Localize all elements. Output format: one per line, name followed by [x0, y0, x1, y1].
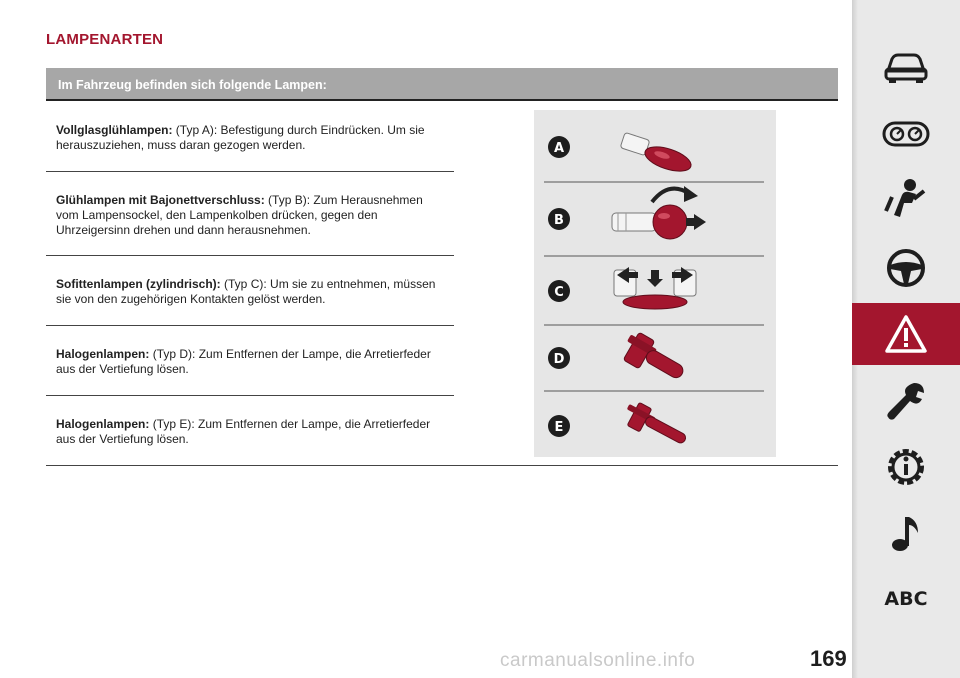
- lamp-description: (Typ B): Zum Herausnehmen vom Lampensockel, den Lampenkolben drücken, gegen den Uhrzeigersinn drehen und dann herausnehmen.: [56, 193, 423, 237]
- lamp-type-list: [46, 101, 454, 465]
- lamp-row-c: [46, 256, 454, 326]
- info-gear-icon: [884, 445, 928, 489]
- bulb-c-icon: [614, 267, 696, 309]
- table-bottom-rule: [46, 465, 838, 466]
- sidebar-item-maintenance[interactable]: [852, 370, 960, 432]
- wrench-icon: [884, 379, 928, 423]
- label-c: C: [554, 285, 564, 300]
- sidebar-item-index[interactable]: [852, 568, 960, 630]
- warning-triangle-icon: [884, 314, 928, 354]
- label-badge-e: [548, 415, 570, 437]
- lamp-term: Sofittenlampen (zylindrisch):: [56, 277, 221, 291]
- label-b: B: [554, 213, 564, 228]
- watermark: carmanualsonline.info: [500, 650, 696, 671]
- lamp-term: Glühlampen mit Bajonettverschluss:: [56, 193, 265, 207]
- label-badge-d: [548, 347, 570, 369]
- lamp-description: (Typ D): Zum Entfernen der Lampe, die Arretierfeder aus der Vertiefung lösen.: [56, 347, 431, 376]
- music-note-icon: [888, 511, 924, 555]
- page-title: LAMPENARTEN: [46, 31, 164, 48]
- car-icon: [882, 49, 930, 85]
- bulb-d-icon: [618, 329, 689, 389]
- lamp-row-a: [46, 101, 454, 172]
- steering-wheel-icon: [885, 247, 927, 289]
- abc-index-label: ABC: [884, 588, 928, 610]
- label-badge-c: [548, 280, 570, 302]
- label-badge-a: [548, 136, 570, 158]
- lamp-types-figure: [534, 110, 776, 457]
- sidebar-item-safety[interactable]: [852, 168, 960, 230]
- lamp-row-b: [46, 172, 454, 256]
- lamp-description: (Typ E): Zum Entfernen der Lampe, die Arretierfeder aus der Vertiefung lösen.: [56, 417, 431, 446]
- sidebar-item-multimedia[interactable]: [852, 502, 960, 564]
- bulb-a-icon: [620, 132, 694, 176]
- sidebar-item-car[interactable]: [852, 36, 960, 98]
- table-header-text: Im Fahrzeug befinden sich folgende Lampen:: [58, 78, 327, 92]
- lamp-description: (Typ A): Befestigung durch Eindrücken. Um sie herauszuziehen, muss daran gezogen werden.: [56, 123, 425, 152]
- label-a: A: [553, 141, 565, 156]
- label-e: E: [554, 420, 564, 435]
- sidebar-item-emergency[interactable]: [852, 303, 960, 365]
- lamp-term: Halogenlampen:: [56, 347, 150, 361]
- seat-passenger-icon: [884, 177, 928, 221]
- sidebar-item-driving[interactable]: [852, 237, 960, 299]
- sidebar-item-technical-data[interactable]: [852, 436, 960, 498]
- dashboard-gauges-icon: [882, 119, 930, 149]
- label-badge-b: [548, 208, 570, 230]
- lamp-row-d: [46, 326, 454, 396]
- page-number: 169: [810, 646, 847, 671]
- lamp-term: Halogenlampen:: [56, 417, 150, 431]
- lamp-term: Vollglasglühlampen:: [56, 123, 173, 137]
- sidebar-item-dashboard[interactable]: [852, 103, 960, 165]
- lamp-description: (Typ C): Um sie zu entnehmen, müssen sie von den zugehörigen Kontakten gelöst werden.: [56, 277, 436, 306]
- bulb-b-icon: [612, 186, 706, 239]
- bulb-e-icon: [620, 399, 690, 453]
- label-d: D: [553, 352, 565, 367]
- lamp-row-e: [46, 396, 454, 465]
- table-header: [46, 68, 838, 101]
- lamp-types-illustration: [534, 110, 776, 457]
